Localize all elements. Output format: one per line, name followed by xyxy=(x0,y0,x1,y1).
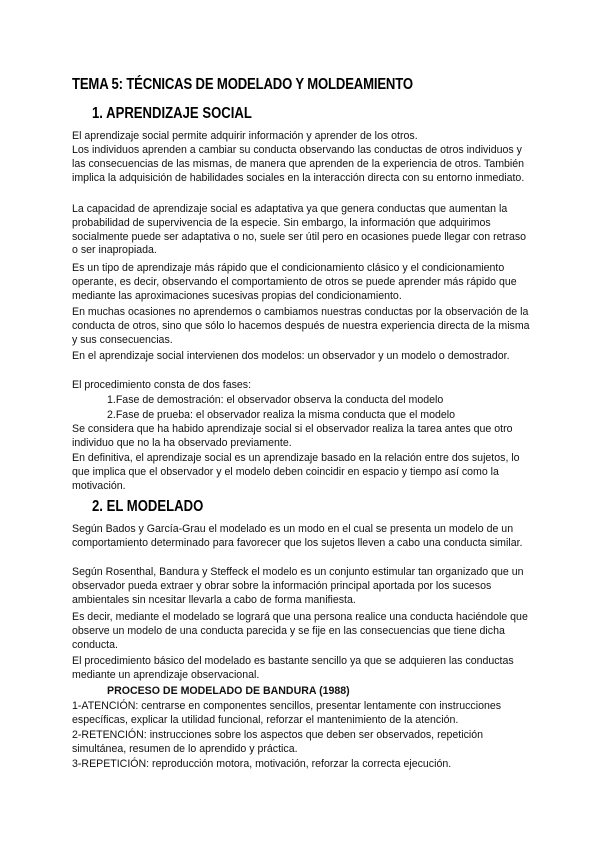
paragraph: El procedimiento básico del modelado es bastante sencillo ya que se adquieren las conductas mediante un aprendizaje observacional. xyxy=(72,655,514,681)
document-title: TEMA 5: TÉCNICAS DE MODELADO Y MOLDEAMIENTO xyxy=(72,76,413,93)
paragraph: El aprendizaje social permite adquirir información y aprender de los otros. xyxy=(72,130,418,142)
list-item-step: 3-REPETICIÓN: reproducción motora, motivación, reforzar la correcta ejecución. xyxy=(72,758,452,770)
section-heading-aprendizaje-social: 1. APRENDIZAJE SOCIAL xyxy=(92,105,252,122)
paragraph: En definitiva, el aprendizaje social es un aprendizaje basado en la relación entre dos sujetos, lo que implica que el observador y el modelo deben coincidir en espacio y tiempo así como la motivación. xyxy=(72,452,520,492)
paragraph: La capacidad de aprendizaje social es adaptativa ya que genera conductas que aumentan la probabilidad de supervivencia de la especie. Sin embargo, la información que adquirimos socialmente puede ser adaptativa o no, suele ser útil pero en ocasiones puede llegar con retraso o ser inapropiada. xyxy=(72,203,527,257)
paragraph: El procedimiento consta de dos fases: xyxy=(72,379,252,391)
paragraph: En muchas ocasiones no aprendemos o cambiamos nuestras conductas por la observación de la conducta de otros, sino que sólo lo hacemos después de nuestra experiencia directa de la misma y sus consecuencias. xyxy=(72,306,530,346)
paragraph: Según Bados y García-Grau el modelado es un modo en el cual se presenta un modelo de un comportamiento determinado para favorecer que los sujetos lleven a cabo una conducta similar. xyxy=(72,523,523,549)
subheading-bandura: PROCESO DE MODELADO DE BANDURA (1988) xyxy=(107,685,350,697)
list-item-step: 2-RETENCIÓN: instrucciones sobre los aspectos que deben ser observados, repetición simultánea, resumen de lo aprendido y práctica. xyxy=(72,729,484,755)
paragraph: Los individuos aprenden a cambiar su conducta observando las conductas de otros individuos y las consecuencias de las mismas, de manera que aprenden de la experiencia de otros. También implica la adquisición de habilidades sociales en la interacción directa con su entorno inmediato. xyxy=(72,144,525,184)
paragraph: Según Rosenthal, Bandura y Steffeck el modelo es un conjunto estimular tan organizado que un observador pueda extraer y obrar sobre la información principal aportada por los sucesos ambientales sin ncesitar llevarla a cabo de forma manifiesta. xyxy=(72,566,524,606)
paragraph: En el aprendizaje social intervienen dos modelos: un observador y un modelo o demostrador. xyxy=(72,350,510,362)
paragraph: Es decir, mediante el modelado se logrará que una persona realice una conducta haciéndole que observe un modelo de una conducta parecida y se fije en las consecuencias que tiene dicha conducta. xyxy=(72,611,528,651)
list-item-phase: 2.Fase de prueba: el observador realiza la misma conducta que el modelo xyxy=(107,409,456,421)
paragraph: Es un tipo de aprendizaje más rápido que el condicionamiento clásico y el condicionamiento operante, es decir, observando el comportamiento de otros se puede aprender más rápido que mediante las aproximaciones sucesivas propias del condicionamiento. xyxy=(72,262,517,302)
section-heading-el-modelado: 2. EL MODELADO xyxy=(92,498,204,515)
paragraph: Se considera que ha habido aprendizaje social si el observador realiza la tarea antes que otro individuo que no la ha observado previamente. xyxy=(72,423,513,449)
list-item-step: 1-ATENCIÓN: centrarse en componentes sencillos, presentar lentamente con instrucciones específicas, explicar la utilidad funcional, reforzar el mantenimiento de la atención. xyxy=(72,700,502,726)
list-item-phase: 1.Fase de demostración: el observador observa la conducta del modelo xyxy=(107,394,444,406)
